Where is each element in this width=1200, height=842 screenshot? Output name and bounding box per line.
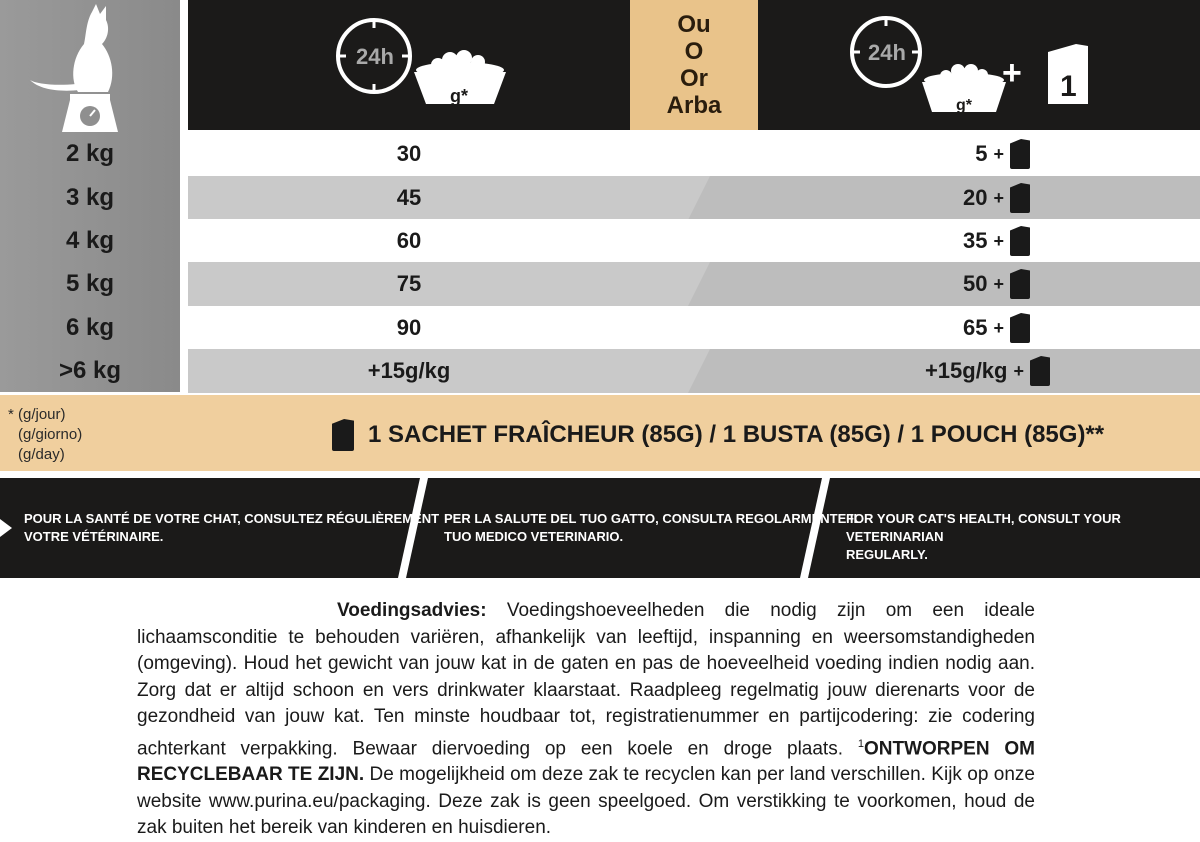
vet-advice-it: PER LA SALUTE DEL TUO GATTO, CONSULTA REGOLARMENTE IL TUO MEDICO VETERINARIO. bbox=[444, 511, 862, 544]
table-row: 60 35 + bbox=[188, 219, 1200, 263]
table-row: +15g/kg +15g/kg + bbox=[188, 349, 1200, 393]
vet-advice-en: FOR YOUR CAT'S HEALTH, CONSULT YOUR VETERINARIAN REGULARLY. bbox=[846, 511, 1121, 562]
advice-lead: Voedingsadvies: bbox=[337, 600, 487, 621]
mixed-grams: +15g/kg bbox=[924, 358, 1008, 383]
svg-text:g*: g* bbox=[956, 97, 972, 114]
pouch-icon bbox=[1010, 226, 1030, 256]
vet-advice-fr: POUR LA SANTÉ DE VOTRE CHAT, CONSULTEZ RÉGULIÈREMENT VOTRE VÉTÉRINAIRE. bbox=[24, 511, 440, 544]
or-word-fr: Ou bbox=[677, 11, 711, 38]
weight-2kg: 2 kg bbox=[65, 140, 115, 167]
mixed-grams: 65 bbox=[963, 315, 988, 340]
units-note: * (g/jour) (g/giorno) (g/day) bbox=[8, 406, 83, 463]
pouch-icon bbox=[1010, 139, 1030, 169]
table-row: 30 5 + bbox=[188, 132, 1200, 176]
recyclable-note: ONTWORPEN OM RECYCLEBAAR TE ZIJN. bbox=[137, 737, 1035, 786]
pouch-count: 1 bbox=[1060, 70, 1077, 103]
pouch-icon bbox=[1010, 313, 1030, 343]
arrow-icon bbox=[0, 519, 12, 537]
pouch-icon bbox=[1030, 356, 1050, 386]
dry-grams: 90 bbox=[396, 315, 422, 340]
weight-3kg: 3 kg bbox=[65, 184, 115, 211]
mixed-grams: 35 bbox=[963, 228, 988, 253]
sachet-line bbox=[332, 419, 1104, 451]
pouch-icon bbox=[332, 419, 354, 451]
dry-grams: +15g/kg bbox=[367, 358, 451, 383]
dry-grams: 60 bbox=[396, 228, 422, 253]
plus-sign: + bbox=[1002, 54, 1022, 92]
grams-label: g* bbox=[450, 86, 468, 106]
table-row: 90 65 + bbox=[188, 306, 1200, 350]
or-word-lt: Arba bbox=[666, 92, 722, 119]
weight-over-6kg: >6 kg bbox=[58, 357, 122, 384]
feeding-advice-paragraph: Voedingsadvies: Voedingshoeveelheden die nodig zijn om een ideale lichaamsconditie te behouden variëren, afhankelijk van leeftijd, inspanning en weersomstandigheden (omgeving). Houd het gewicht van jouw kat in de gaten en pas de hoeveelheid voeding indien nodig aan. Zorg dat er altijd schoon en vers drinkwater klaarstaat. Raadpleeg regelmatig jouw dierenarts voor de gezondheid van jouw kat. Ten minste houdbaar tot, registratienummer en partijcodering: zie codering achterkant verpakking. Bewaar diervoeding op een koele en droge plaats. $^1$ONTWORPEN OM RECYCLEBAAR TE ZIJN. De mogelijkheid om deze zak te recyclen kan per land verschillen. Kijk op onze website www.purina.eu/packaging. Deze zak is geen speelgoed. Om verstikking te voorkomen, houd de zak buiten het bereik van kinderen en huisdieren. bbox=[137, 600, 1035, 839]
daily-label: 24h bbox=[356, 44, 394, 69]
table-row: 75 50 + bbox=[188, 262, 1200, 306]
sachet-label: 1 SACHET FRAÎCHEUR (85G) / 1 BUSTA (85G) / 1 POUCH (85G)** bbox=[368, 421, 1105, 448]
mixed-food-header bbox=[758, 0, 1200, 130]
weight-6kg: 6 kg bbox=[65, 314, 115, 341]
or-word-en: Or bbox=[679, 65, 708, 92]
weight-5kg: 5 kg bbox=[65, 270, 115, 297]
dry-food-header bbox=[188, 0, 630, 130]
pouch-icon bbox=[1010, 183, 1030, 213]
dry-grams: 45 bbox=[396, 185, 422, 210]
mixed-grams: 50 bbox=[963, 271, 988, 296]
weight-4kg: 4 kg bbox=[65, 227, 115, 254]
or-column-header bbox=[630, 0, 758, 130]
or-word-it: O bbox=[684, 38, 704, 65]
cat-on-scale-icon bbox=[0, 0, 180, 132]
dry-grams: 75 bbox=[396, 271, 422, 296]
mixed-grams: 20 bbox=[963, 185, 988, 210]
table-row: 45 20 + bbox=[188, 176, 1200, 220]
svg-text:24h: 24h bbox=[868, 40, 906, 65]
pouch-icon bbox=[1010, 269, 1030, 299]
dry-grams: 30 bbox=[396, 141, 422, 166]
mixed-grams: 5 bbox=[975, 141, 988, 166]
